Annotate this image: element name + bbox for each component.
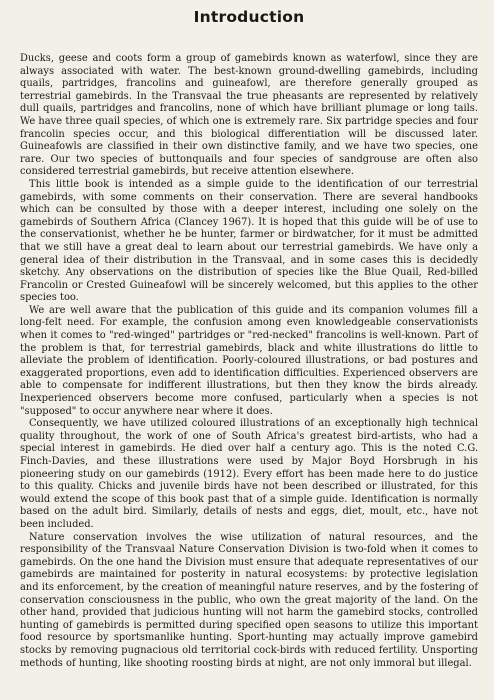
paragraph: Consequently, we have utilized coloured illustrations of an exceptionally high technical quality throughout, the work of one of South Africa's greatest bird-artists, who had a special interest in gamebirds. He died over half a century ago. This is the noted C.G. Finch-Davies, and these illustrations were used by Major Boyd Horsbrugh in his pioneering study on our gamebirds (1912). Every effort has been made here to do justice to this quality. Chicks and juvenile birds have not been described or illustrated, for this would extend the scope of this book past that of a simple guide. Identification is normally based on the adult bird. Similarly, details of nests and eggs, diet, moult, etc., have not been included. [20,418,478,530]
paragraph: Nature conservation involves the wise utilization of natural resources, and the responsibility of the Transvaal Nature Conservation Division is two-fold when it comes to gamebirds. On the one hand the Division must ensure that adequate representatives of our gamebirds are maintained for posterity in natural ecosystems: by protective legislation and its enforcement, by the creation of meaningful nature reserves, and by the fostering of conservation consciousness in the public, who own the great majority of the land. On the other hand, provided that judicious hunting will not harm the gamebird stocks, controlled hunting of gamebirds is permitted during specified open seasons to utilize this important food resource by sportsmanlike hunting. Sport-hunting may actually improve gamebird stocks by removing pugnacious old territorial cock-birds with reduced fertility. Unsporting methods of hunting, like shooting roosting birds at night, are not only immoral but illegal. [20,531,478,669]
page-title: Introduction [193,8,305,26]
paragraph: Ducks, geese and coots form a group of gamebirds known as waterfowl, since they are always associated with water. The best-known ground-dwelling gamebirds, including quails, partridges, francolins and guineafowl, are therefore generally grouped as terrestrial gamebirds. In the Transvaal the true pheasants are represented by relatively dull quails, partridges and francolins, none of which have brilliant plumage or long tails. We have three quail species, of which one is extremely rare. Six partridge species and four francolin species occur, and this biological differentiation will be discussed later. Guineafowls are classified in their own distinctive family, and we have two species, one rare. Our two species of buttonquails and four species of sandgrouse are often also considered terrestrial gamebirds, but receive attention elsewhere. [20,53,478,178]
body-text [20,53,478,670]
paragraph: We are well aware that the publication of this guide and its companion volumes fill a long-felt need. For example, the confusion among even knowledgeable conservationists when it comes to "red-winged" partridges or "red-necked" francolins is well-known. Part of the problem is that, for terrestrial gamebirds, black and white illustrations do little to alleviate the problem of identification. Poorly-coloured illustrations, or bad postures and exaggerated proportions, even add to identification difficulties. Experienced observers are able to compensate for indifferent illustrations, but then they know the birds already. Inexperienced observers become more confused, particularly when a species is not "supposed" to occur anywhere near where it does. [20,304,478,417]
paragraph: This little book is intended as a simple guide to the identification of our terrestrial gamebirds, with some comments on their conservation. There are several handbooks which can be consulted by those with a deeper interest, including one solely on the gamebirds of Southern Africa (Clancey 1967). It is hoped that this guide will be of use to the conservationist, whether he be hunter, farmer or birdwatcher, for it must be admitted that we still have a great deal to learn about our terrestrial gamebirds. We have only a general idea of their distribution in the Transvaal, and in some cases this is decidedly sketchy. Any observations on the distribution of species like the Blue Quail, Red-billed Francolin or Crested Guineafowl will be sincerely welcomed, but this applies to the other species too. [20,178,478,304]
